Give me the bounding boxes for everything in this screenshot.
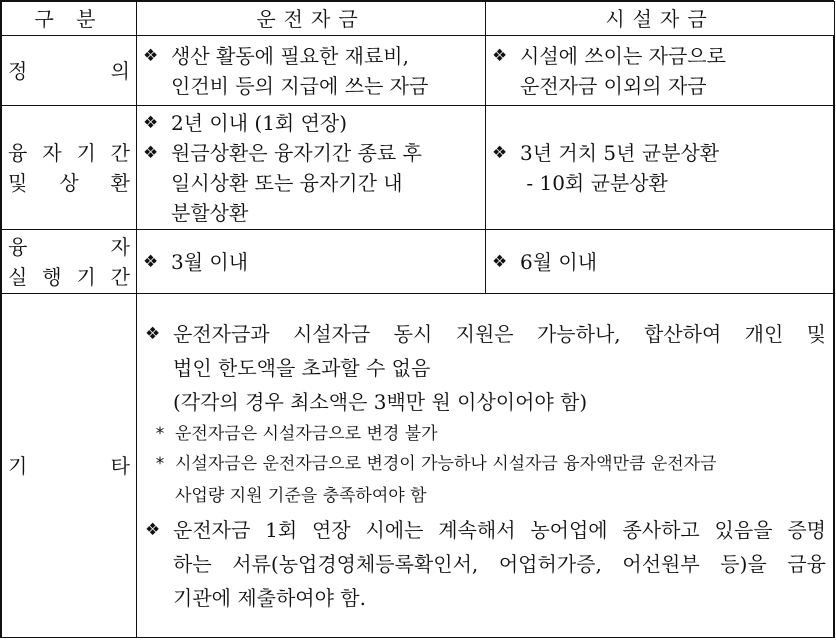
asterisk-icon: * [155,453,165,474]
cell-period-facility: ❖ 3년 거치 5년 균분상환 - 10회 균분상환 [486,106,835,230]
cell-period-operating: ❖ 2년 이내 (1회 연장) ❖ 원금상환은 융자기간 종료 후 일시상환 또는 융자기간 내 분할상환 [137,106,486,230]
bullet-icon: ❖ [143,112,159,133]
bullet-icon: ❖ [143,251,159,272]
header-operating-fund: 운전자금 [137,2,486,36]
asterisk-icon: * [155,423,165,444]
loan-fund-table [1,1,835,638]
cell-etc: ❖ 운전자금과 시설자금 동시 지원은 가능하나, 합산하여 개인 및 법인 한도액을 초과할 수 없음 (각각의 경우 최소액은 3백만 원 이상이어야 함) * 운전자금은 시설자금으로 변경 불가 * 시설자금은 운전자금으로 변경이 가능하나 시설자금 융자액만큼 운전자금 사업량 지원 기준을 충족하여야 함 ❖ 운전자금 1회 연장 시에는 계속해서 농어업에 종사하고 있음을 증명 하는 서류(농업경영체등록확인서, 어업허가증, 어선원부 등)을 금융 기관에 제출하여야 함. [137,294,835,638]
bullet-icon: ❖ [145,323,161,344]
bullet-icon: ❖ [143,142,159,163]
row-execution [2,230,835,294]
cell-definition-facility: ❖ 시설에 쓰이는 자금으로 운전자금 이외의 자금 [486,36,835,106]
label-execution: 융 자 실 행 기 간 [2,230,137,294]
star2-continuation: 사업량 지원 기준을 충족하여야 함 [175,485,427,506]
item2-line2: 하는 서류(농업경영체등록확인서, 어업허가증, 어선원부 등)을 금융 [173,551,826,576]
bullet-icon: ❖ [143,45,159,66]
cell-execution-facility: ❖ 6월 이내 [486,230,835,294]
bullet-icon: ❖ [145,519,161,540]
row-etc [2,294,835,638]
row-period [2,106,835,230]
label-etc: 기 타 [2,294,137,638]
header-category: 구 분 [2,2,137,36]
bullet-icon: ❖ [492,45,508,66]
note-min-amount: (각각의 경우 최소액은 3백만 원 이상이어야 함) [173,389,588,414]
cell-definition-operating: ❖ 생산 활동에 필요한 재료비, 인건비 등의 지급에 쓰는 자금 [137,36,486,106]
cell-execution-operating: ❖ 3월 이내 [137,230,486,294]
header-facility-fund: 시설자금 [486,2,835,36]
bullet-icon: ❖ [492,142,508,163]
bullet-icon: ❖ [492,251,508,272]
header-row [2,2,835,36]
label-definition: 정 의 [2,36,137,106]
item2-line3: 기관에 제출하여야 함. [173,585,366,610]
row-definition [2,36,835,106]
label-period: 융 자 기 간 및 상 환 [2,106,137,230]
